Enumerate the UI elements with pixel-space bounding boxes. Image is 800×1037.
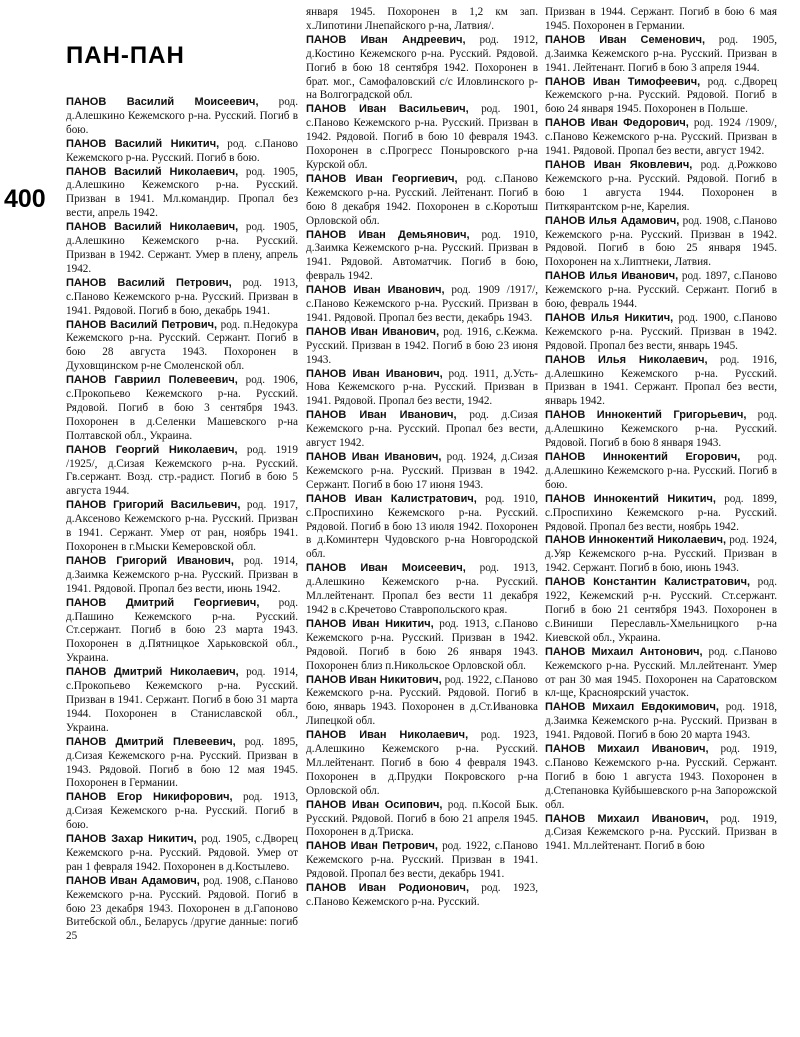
person-name: ПАНОВ Иван Иванович, [306, 409, 457, 422]
person-name: ПАНОВ Иван Моисеевич, [306, 562, 466, 575]
entry-text: род. 1900, с.Паново Кежемского р-на. Русский. Призван в 1942. Рядовой. Пропал без вести, январь 1945. [545, 311, 777, 352]
entry-text: род. 1917, д.Аксеново Кежемского р-на. Русский. Призван в 1941. Сержант. Умер от ран, ноябрь 1941. Похоронен в г.Мыски Кемеровской обл. [66, 499, 298, 553]
entry-text: род. д.Алешкино Кежемского р-на. Русский. Погиб в бою. [545, 451, 777, 491]
entry-text: род. 1914, с.Прокопьево Кежемского р-на. Русский. Призван в 1941. Сержант. Погиб в бою 31 марта 1944. Похоронен в Станиславской обл., Украина. [66, 666, 298, 734]
entry-text: января 1945. Похоронен в 1,2 км зап. х.Липотини Лнепайского р-на, Латвия/. [306, 6, 538, 32]
entry-text: род. 1908, с.Паново Кежемского р-на. Русский. Рядовой. Погиб в бою 23 декабря 1943. Похоронен в д.Гапоново Витебской обл., Беларусь /другие данные: погиб 25 [66, 874, 298, 943]
entry-text: род. д.Сизая Кежемского р-на. Русский. Пропал без вести, август 1942. [306, 409, 538, 450]
person-name: ПАНОВ Василий Никитич, [66, 137, 220, 150]
entry-text: род. 1908, с.Паново Кежемского р-на. Русский. Призван в 1942. Рядовой. Погиб в бою 25 января 1945. Похоронен на х.Липтнеки, Латвия. [545, 214, 777, 269]
biography-entry [306, 173, 538, 229]
person-name: ПАНОВ Илья Никитич, [545, 311, 674, 324]
biography-entry [306, 562, 538, 618]
entry-text: род. 1916, д.Алешкино Кежемского р-на. Русский. Призван в 1941. Сержант. Пропал без вести, январь 1942. [545, 353, 777, 408]
biography-entry [306, 674, 538, 730]
entry-text: род. 1909 /1917/, с.Паново Кежемского р-на. Русский. Призван в 1941. Рядовой. Пропал без вести, декабрь 1943. [306, 284, 538, 324]
entry-text: род. 1897, с.Паново Кежемского р-на. Русский. Сержант. Погиб в бою, февраль 1944. [545, 270, 778, 311]
entry-text: род. 1918, д.Заимка Кежемского р-на. Русский. Призван в 1941. Рядовой. Погиб в бою 20 марта 1943. [545, 701, 777, 742]
person-name: ПАНОВ Георгий Николаевич, [66, 443, 238, 456]
biography-entry [66, 666, 298, 736]
biography-entry [545, 117, 777, 159]
biography-entry [306, 6, 538, 34]
person-name: ПАНОВ Василий Петрович, [66, 276, 232, 289]
biography-entry [306, 229, 538, 285]
entry-text: род. 1922, с.Паново Кежемского р-на. Русский. Призван в 1941. Рядовой. Пропал без вести, декабрь 1941. [306, 840, 538, 881]
entry-text: род. 1919, с.Паново Кежемского р-на. Русский. Сержант. Погиб в бою 1 августа 1943. Похоронен в д.Степановка Куйбышевского р-на Запорожской обл. [545, 743, 777, 811]
person-name: ПАНОВ Дмитрий Плевеевич, [66, 735, 236, 748]
person-name: ПАНОВ Иннокентий Егорович, [545, 451, 741, 463]
entry-text: род. 1899, с.Проспихино Кежемского р-на. Русский. Рядовой. Пропал без вести, ноябрь 1942. [545, 492, 777, 533]
entry-text: род. с.Паново Кежемского р-на. Русский. Погиб в бою. [66, 137, 298, 164]
entry-text: род. 1913, с.Паново Кежемского р-на. Русский. Призван в 1942. Рядовой. Погиб в бою 26 января 1943. Похоронен близ п.Никольское Орловской обл. [306, 617, 538, 672]
person-name: ПАНОВ Иван Федорович, [545, 117, 689, 130]
entry-text: род. 1905, д.Заимка Кежемского р-на. Русский. Призван в 1941. Лейтенант. Погиб в бою 3 апреля 1944. [545, 33, 777, 74]
entry-text: род. 1910, с.Проспихино Кежемского р-на. Русский. Рядовой. Погиб в бою 13 июля 1942. Похоронен в д.Коминтерн Чудовского р-на Новгородской обл. [306, 492, 538, 561]
entry-text: род. д.Пашино Кежемского р-на. Русский. Ст.сержант. Погиб в бою 23 марта 1943. Похоронен в д.Пятницкое Харьковской обл., Украина. [66, 596, 298, 665]
person-name: ПАНОВ Иннокентий Никитич, [545, 492, 716, 505]
entry-text: род. 1916, с.Кежма. Русский. Призван в 1942. Погиб в бою 23 июня 1943. [306, 325, 538, 366]
person-name: ПАНОВ Михаил Антонович, [545, 645, 703, 658]
biography-entry [66, 791, 298, 833]
person-name: ПАНОВ Василий Моисеевич, [66, 96, 259, 108]
biography-entry [545, 743, 777, 813]
biography-entry [306, 409, 538, 451]
person-name: ПАНОВ Иван Никитич, [306, 617, 434, 630]
biography-entry [545, 270, 777, 312]
entry-text: род. 1924, д.Уяр Кежемского р-на. Русский. Призван в 1942. Сержант. Погиб в бою, июнь 1943. [545, 534, 778, 575]
column-2 [306, 6, 538, 910]
biography-entry [306, 326, 538, 368]
biography-entry [66, 96, 298, 138]
person-name: ПАНОВ Григорий Иванович, [66, 554, 234, 567]
biography-entry [66, 277, 298, 319]
entry-text: род. 1905, с.Дворец Кежемского р-на. Русский. Рядовой. Умер от ран 1 февраля 1942. Похоронен в д.Костылево. [66, 833, 299, 873]
entry-text: род. 1911, д.Усть-Нова Кежемского р-на. Русский. Призван в 1941. Рядовой. Пропал без вести, 1942. [306, 367, 538, 408]
person-name: ПАНОВ Иван Георгиевич, [306, 172, 458, 185]
entry-text: род. 1919, д.Сизая Кежемского р-на. Русский. Призван в 1941. Мл.лейтенант. Погиб в бою [545, 812, 777, 853]
person-name: ПАНОВ Константин Калистратович, [545, 576, 751, 589]
entry-text: род. 1910, д.Заимка Кежемского р-на. Русский. Призван в 1941. Рядовой. Автоматчик. Погиб в бою, февраль 1942. [306, 228, 538, 283]
entry-text: род. 1919 /1925/, д.Сизая Кежемского р-на. Русский. Гв.сержант. Возд. стр.-радист. Погиб в бою 5 августа 1944. [66, 443, 298, 498]
entry-text: род. с.Паново Кежемского р-на. Русский. Лейтенант. Погиб в бою 8 декабря 1942. Похоронен в с.Коротыш Орловской обл. [306, 172, 538, 227]
person-name: ПАНОВ Иван Иванович, [306, 367, 443, 380]
biography-entry [66, 597, 298, 667]
entry-text: род. 1895, д.Сизая Кежемского р-на. Русский. Призван в 1943. Рядовой. Погиб в бою 12 мая 1945. Похоронен в Германии. [66, 735, 298, 790]
entry-text: род. п.Косой Бык. Русский. Рядовой. Погиб в бою 21 апреля 1945. Похоронен в д.Триска. [306, 798, 538, 839]
person-name: ПАНОВ Иннокентий Григорьевич, [545, 409, 747, 422]
biography-entry [66, 736, 298, 792]
entry-text: род. п.Недокура Кежемского р-на. Русский. Сержант. Погиб в бою 28 августа 1943. Похоронен в Духовщинском р-не Смоленской обл. [66, 318, 298, 373]
column-3 [545, 6, 777, 854]
person-name: ПАНОВ Захар Никитич, [66, 833, 197, 846]
biography-entry [66, 444, 298, 500]
biography-entry [306, 799, 538, 841]
person-name: ПАНОВ Иван Адамович, [66, 874, 200, 887]
entry-text: род. д.Рожково Кежемского р-на. Русский. Рядовой. Погиб в бою 1 августа 1944. Похоронен в Питкярантском р-не, Карелия. [545, 158, 777, 213]
biography-entry [545, 6, 777, 34]
person-name: ПАНОВ Гавриил Полевеевич, [66, 374, 238, 387]
person-name: ПАНОВ Василий Николаевич, [66, 165, 239, 178]
biography-entry [545, 813, 777, 855]
entry-text: род. д.Алешкино Кежемского р-на. Русский. Рядовой. Погиб в бою 8 января 1943. [545, 409, 777, 450]
biography-entry [306, 103, 538, 173]
biography-entry [66, 555, 298, 597]
person-name: ПАНОВ Илья Иванович, [545, 270, 679, 283]
biography-entry [545, 409, 777, 451]
entry-text: род. д.Алешкино Кежемского р-на. Русский. Погиб в бою. [66, 96, 299, 136]
entry-text: род. 1913, д.Алешкино Кежемского р-на. Русский. Мл.лейтенант. Пропал без вести 11 декабря 1942 в с.Кречетово Ставропольского края. [306, 562, 538, 616]
biography-entry [306, 451, 538, 493]
entry-text: род. с.Дворец Кежемского р-на. Русский. Рядовой. Погиб в бою 24 января 1945. Похоронен в Польше. [545, 75, 777, 116]
entry-text: род. 1905, д.Алешкино Кежемского р-на. Русский. Призван в 1942. Сержант. Умер в плену, апрель 1942. [66, 221, 298, 275]
entry-text: род. 1905, д.Алешкино Кежемского р-на. Русский. Призван в 1941. Мл.командир. Пропал без вести, апрель 1942. [66, 165, 298, 220]
person-name: ПАНОВ Михаил Иванович, [545, 812, 709, 825]
person-name: ПАНОВ Иван Никитович, [306, 673, 442, 686]
biography-entry [545, 701, 777, 743]
person-name: ПАНОВ Иван Калистратович, [306, 492, 477, 505]
biography-entry [66, 833, 298, 875]
biography-entry [545, 451, 777, 493]
person-name: ПАНОВ Егор Никифорович, [66, 791, 233, 804]
person-name: ПАНОВ Дмитрий Георгиевич, [66, 596, 260, 609]
biography-entry [306, 618, 538, 674]
person-name: ПАНОВ Иван Петрович, [306, 840, 438, 853]
biography-entry [66, 166, 298, 222]
person-name: ПАНОВ Иван Иванович, [306, 451, 442, 463]
biography-entry [306, 729, 538, 799]
entry-text: род. 1913, с.Паново Кежемского р-на. Русский. Призван в 1941. Рядовой. Погиб в бою, декабрь 1941. [66, 276, 298, 317]
biography-entry [306, 882, 538, 910]
entry-text: род. 1922, Кежемский р-н. Русский. Ст.сержант. Погиб в бою 21 сентября 1943. Похоронен в с.Виниши Переславль-Хмельницкого р-на Киевской обл., Украина. [545, 576, 777, 644]
entry-text: род. 1923, с.Паново Кежемского р-на. Русский. [306, 882, 538, 908]
person-name: ПАНОВ Григорий Васильевич, [66, 499, 241, 512]
biography-entry [306, 493, 538, 563]
entry-text: род. 1913, д.Сизая Кежемского р-на. Русский. Погиб в бою. [66, 791, 299, 832]
biography-entry [545, 534, 777, 576]
person-name: ПАНОВ Иван Тимофеевич, [545, 75, 701, 88]
entry-text: род. 1912, д.Костино Кежемского р-на. Русский. Рядовой. Погиб в бою 18 сентября 1942. Похоронен в брат. мог., Самофаловский с/с Иловлинского р-на Волгоградской обл. [306, 33, 538, 102]
person-name: ПАНОВ Михаил Евдокимович, [545, 701, 719, 714]
person-name: ПАНОВ Иван Васильевич, [306, 103, 469, 116]
entry-text: род. 1914, д.Заимка Кежемского р-на. Русский. Призван в 1941. Рядовой. Пропал без вести, июнь 1942. [66, 554, 299, 595]
entry-text: род. 1923, д.Алешкино Кежемского р-на. Русский. Мл.лейтенант. Погиб в бою 4 февраля 1943. Похоронен в д.Прудки Покровского р-на Орловской обл. [306, 729, 538, 797]
biography-entry [66, 875, 298, 945]
biography-entry [306, 840, 538, 882]
column-1 [66, 96, 298, 944]
biography-entry [306, 34, 538, 104]
person-name: ПАНОВ Иван Иванович, [306, 284, 445, 297]
biography-entry [545, 215, 777, 271]
biography-entry [66, 138, 298, 166]
biography-entry [66, 499, 298, 555]
entry-text: род. 1924, д.Сизая Кежемского р-на. Русский. Призван в 1942. Сержант. Погиб в бою 17 июня 1943. [306, 451, 539, 491]
person-name: ПАНОВ Иван Родионович, [306, 882, 469, 895]
person-name: ПАНОВ Иван Яковлевич, [545, 158, 693, 171]
biography-entry [545, 493, 777, 535]
biography-entry [545, 76, 777, 118]
biography-entry [545, 159, 777, 215]
person-name: ПАНОВ Михаил Иванович, [545, 743, 709, 756]
entry-text: род. 1922, с.Паново Кежемского р-на. Русский. Рядовой. Погиб в бою, январь 1943. Похоронен в д.Ст.Ивановка Липецкой обл. [306, 673, 539, 728]
biography-entry [66, 221, 298, 277]
biography-entry [545, 576, 777, 646]
person-name: ПАНОВ Василий Николаевич, [66, 221, 239, 234]
biography-entry [306, 368, 538, 410]
person-name: ПАНОВ Илья Николаевич, [545, 353, 708, 366]
biography-entry [66, 374, 298, 444]
person-name: ПАНОВ Иван Николаевич, [306, 729, 469, 742]
entry-text: род. 1924 /1909/, с.Паново Кежемского р-на. Русский. Призван в 1941. Рядовой. Пропал без вести, август 1942. [545, 117, 777, 158]
person-name: ПАНОВ Иван Семенович, [545, 33, 706, 46]
page-header: ПАН-ПАН [66, 42, 185, 69]
entry-text: Призван в 1944. Сержант. Погиб в бою 6 мая 1945. Похоронен в Германии. [545, 6, 777, 32]
person-name: ПАНОВ Иван Демьянович, [306, 228, 470, 241]
person-name: ПАНОВ Дмитрий Николаевич, [66, 666, 239, 679]
person-name: ПАНОВ Иван Андреевич, [306, 33, 466, 46]
biography-entry [545, 646, 777, 702]
entry-text: род. 1901, с.Паново Кежемского р-на. Русский. Призван в 1942. Рядовой. Погиб в бою 10 февраля 1943. Похоронен в с.Прогресс Поныровского р-на Курской обл. [306, 103, 538, 171]
entry-text: род. 1906, с.Прокопьево Кежемского р-на. Русский. Рядовой. Погиб в бою 3 сентября 1943. Похоронен в д.Селенки Машевского р-на Полтавской обл., Украина. [66, 374, 298, 442]
person-name: ПАНОВ Иннокентий Николаевич, [545, 534, 727, 547]
person-name: ПАНОВ Илья Адамович, [545, 214, 680, 227]
page-number: 400 [4, 185, 46, 213]
biography-entry [545, 34, 777, 76]
person-name: ПАНОВ Иван Иванович, [306, 325, 440, 338]
biography-entry [545, 312, 777, 354]
person-name: ПАНОВ Василий Петрович, [66, 318, 218, 331]
entry-text: род. с.Паново Кежемского р-на. Русский. Мл.лейтенант. Умер от ран 30 мая 1945. Похоронен на Саратовском кл-ще, Красноярский участок. [545, 645, 777, 700]
person-name: ПАНОВ Иван Осипович, [306, 798, 443, 811]
biography-entry [66, 319, 298, 375]
biography-entry [306, 284, 538, 326]
biography-entry [545, 354, 777, 410]
